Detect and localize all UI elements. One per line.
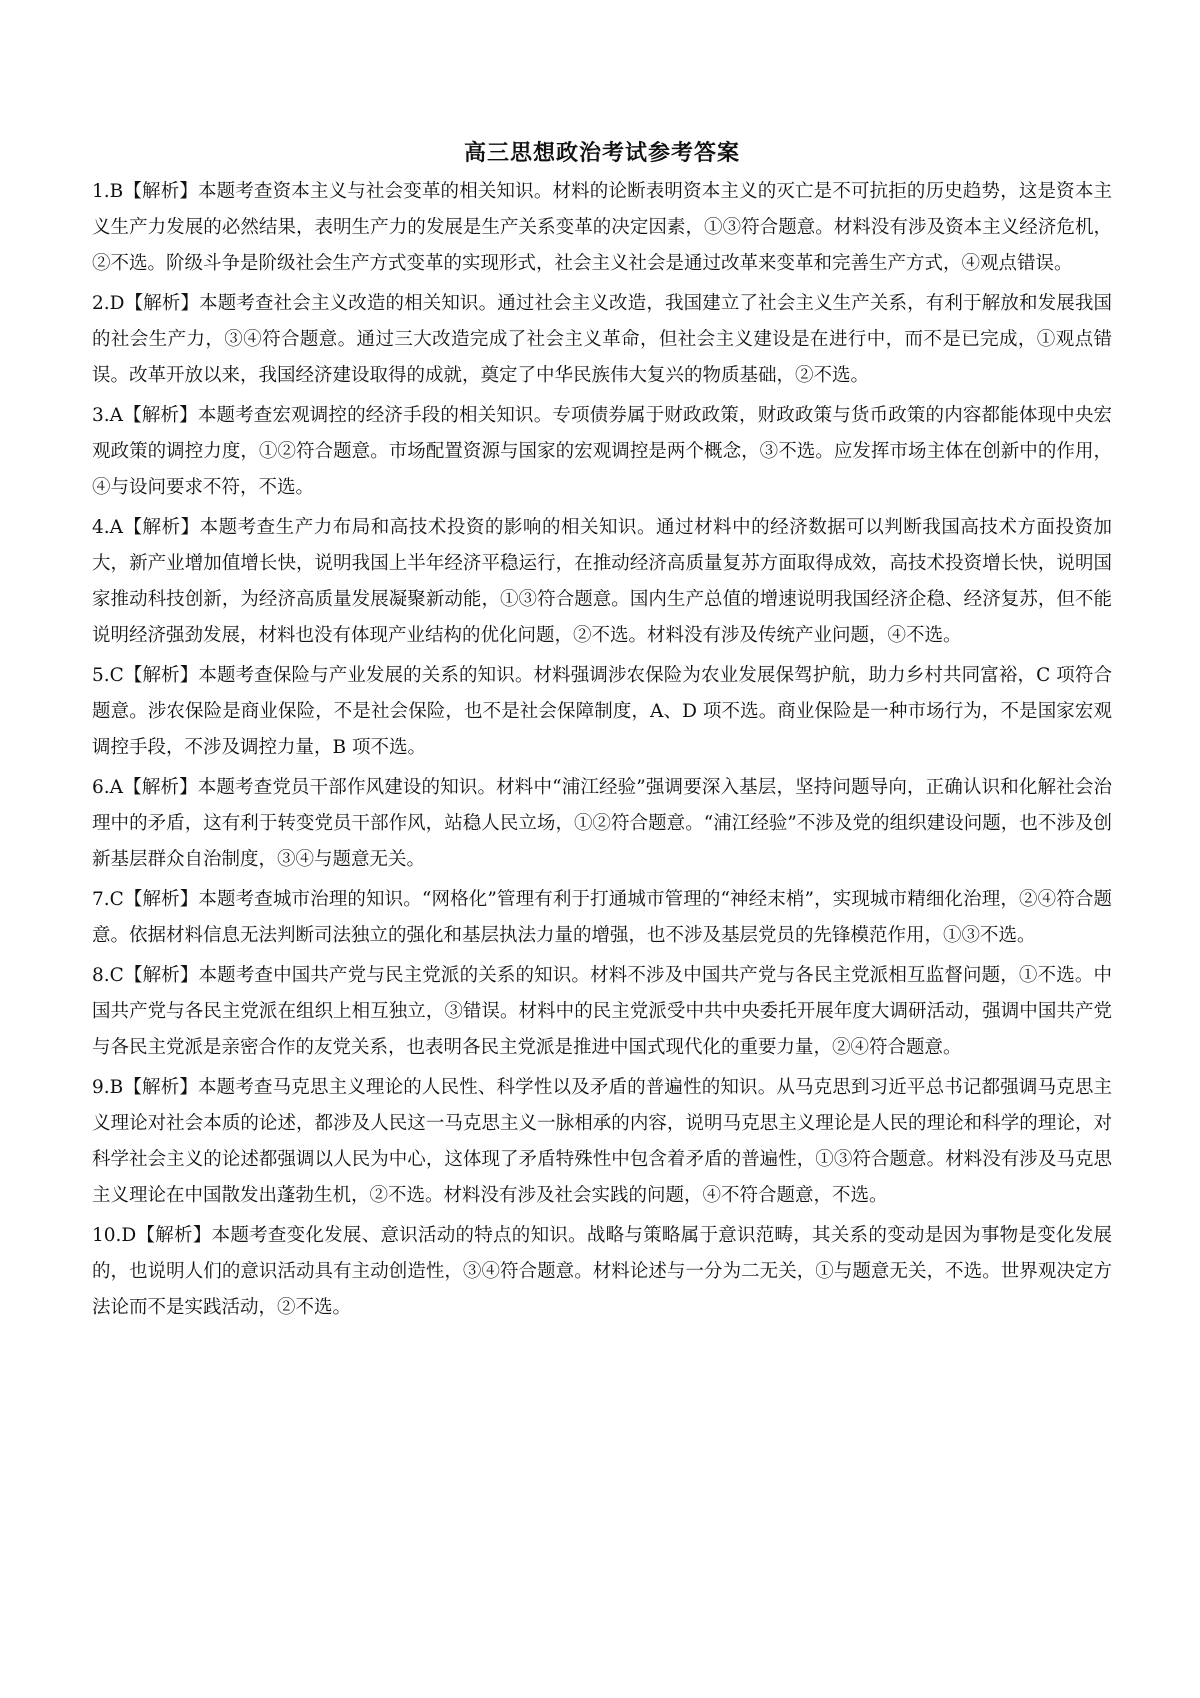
answer-item-5 bbox=[92, 658, 1112, 766]
answer-item-2 bbox=[92, 286, 1112, 394]
answer-number: 5.C bbox=[92, 665, 124, 686]
answer-number: 2.D bbox=[92, 293, 125, 314]
answer-item-9 bbox=[92, 1070, 1112, 1214]
answer-item-10 bbox=[92, 1218, 1112, 1326]
answer-explanation: 【解析】本题考查资本主义与社会变革的相关知识。材料的论断表明资本主义的灭亡是不可抗拒的历史趋势，这是资本主义生产力发展的必然结果，表明生产力的发展是生产关系变革的决定因素，①③符合题意。材料没有涉及资本主义经济危机，②不选。阶级斗争是阶级社会生产方式变革的实现形式，社会主义社会是通过改革来变革和完善生产方式，④观点错误。 bbox=[92, 181, 1112, 274]
answer-number: 9.B bbox=[92, 1077, 124, 1098]
answer-item-8 bbox=[92, 958, 1112, 1066]
answer-item-1 bbox=[92, 174, 1112, 282]
answer-number: 1.B bbox=[92, 181, 124, 202]
answer-explanation: 【解析】本题考查变化发展、意识活动的特点的知识。战略与策略属于意识范畴，其关系的变动是因为事物是变化发展的，也说明人们的意识活动具有主动创造性，③④符合题意。材料论述与一分为二无关，①与题意无关，不选。世界观决定方法论而不是实践活动，②不选。 bbox=[92, 1225, 1112, 1318]
answer-number: 3.A bbox=[92, 405, 124, 426]
answer-number: 7.C bbox=[92, 889, 124, 910]
answer-number: 8.C bbox=[92, 965, 124, 986]
answer-item-4 bbox=[92, 510, 1112, 654]
answer-explanation: 【解析】本题考查马克思主义理论的人民性、科学性以及矛盾的普遍性的知识。从马克思到习近平总书记都强调马克思主义理论对社会本质的论述，都涉及人民这一马克思主义一脉相承的内容，说明马克思主义理论是人民的理论和科学的理论，对科学社会主义的论述都强调以人民为中心，这体现了矛盾特殊性中包含着矛盾的普遍性，①③符合题意。材料没有涉及马克思主义理论在中国散发出蓬勃生机，②不选。材料没有涉及社会实践的问题，④不符合题意，不选。 bbox=[92, 1077, 1112, 1206]
answer-explanation: 【解析】本题考查城市治理的知识。“网格化”管理有利于打通城市管理的“神经末梢”，实现城市精细化治理，②④符合题意。依据材料信息无法判断司法独立的强化和基层执法力量的增强，也不涉及基层党员的先锋模范作用，①③不选。 bbox=[92, 889, 1112, 946]
answer-explanation: 【解析】本题考查党员干部作风建设的知识。材料中“浦江经验”强调要深入基层，坚持问题导向，正确认识和化解社会治理中的矛盾，这有利于转变党员干部作风，站稳人民立场，①②符合题意。“浦江经验”不涉及党的组织建设问题，也不涉及创新基层群众自治制度，③④与题意无关。 bbox=[92, 777, 1112, 870]
answer-explanation: 【解析】本题考查中国共产党与民主党派的关系的知识。材料不涉及中国共产党与各民主党派相互监督问题，①不选。中国共产党与各民主党派在组织上相互独立，③错误。材料中的民主党派受中共中央委托开展年度大调研活动，强调中国共产党与各民主党派是亲密合作的友党关系，也表明各民主党派是推进中国式现代化的重要力量，②④符合题意。 bbox=[92, 965, 1112, 1058]
answer-item-6 bbox=[92, 770, 1112, 878]
answer-explanation: 【解析】本题考查保险与产业发展的关系的知识。材料强调涉农保险为农业发展保驾护航，助力乡村共同富裕，C 项符合题意。涉农保险是商业保险，不是社会保险，也不是社会保障制度，A、D 项不选。商业保险是一种市场行为，不是国家宏观调控手段，不涉及调控力量，B 项不选。 bbox=[92, 665, 1112, 758]
answer-number: 4.A bbox=[92, 517, 124, 538]
page-title: 高三思想政治考试参考答案 bbox=[463, 140, 740, 166]
answer-number: 6.A bbox=[92, 777, 124, 798]
answer-explanation: 【解析】本题考查生产力布局和高技术投资的影响的相关知识。通过材料中的经济数据可以判断我国高技术方面投资加大，新产业增加值增长快，说明我国上半年经济平稳运行，在推动经济高质量复苏方面取得成效，高技术投资增长快，说明国家推动科技创新，为经济高质量发展凝聚新动能，①③符合题意。国内生产总值的增速说明我国经济企稳、经济复苏，但不能说明经济强劲发展，材料也没有体现产业结构的优化问题，②不选。材料没有涉及传统产业问题，④不选。 bbox=[92, 517, 1112, 646]
answer-explanation: 【解析】本题考查社会主义改造的相关知识。通过社会主义改造，我国建立了社会主义生产关系，有利于解放和发展我国的社会生产力，③④符合题意。通过三大改造完成了社会主义革命，但社会主义建设是在进行中，而不是已完成，①观点错误。改革开放以来，我国经济建设取得的成就，奠定了中华民族伟大复兴的物质基础，②不选。 bbox=[92, 293, 1112, 386]
answer-item-7 bbox=[92, 882, 1112, 954]
answer-explanation: 【解析】本题考查宏观调控的经济手段的相关知识。专项债券属于财政政策，财政政策与货币政策的内容都能体现中央宏观政策的调控力度，①②符合题意。市场配置资源与国家的宏观调控是两个概念，③不选。应发挥市场主体在创新中的作用，④与设问要求不符，不选。 bbox=[92, 405, 1112, 498]
answer-number: 10.D bbox=[92, 1225, 137, 1246]
answer-item-3 bbox=[92, 398, 1112, 506]
answer-document bbox=[92, 138, 1112, 1330]
